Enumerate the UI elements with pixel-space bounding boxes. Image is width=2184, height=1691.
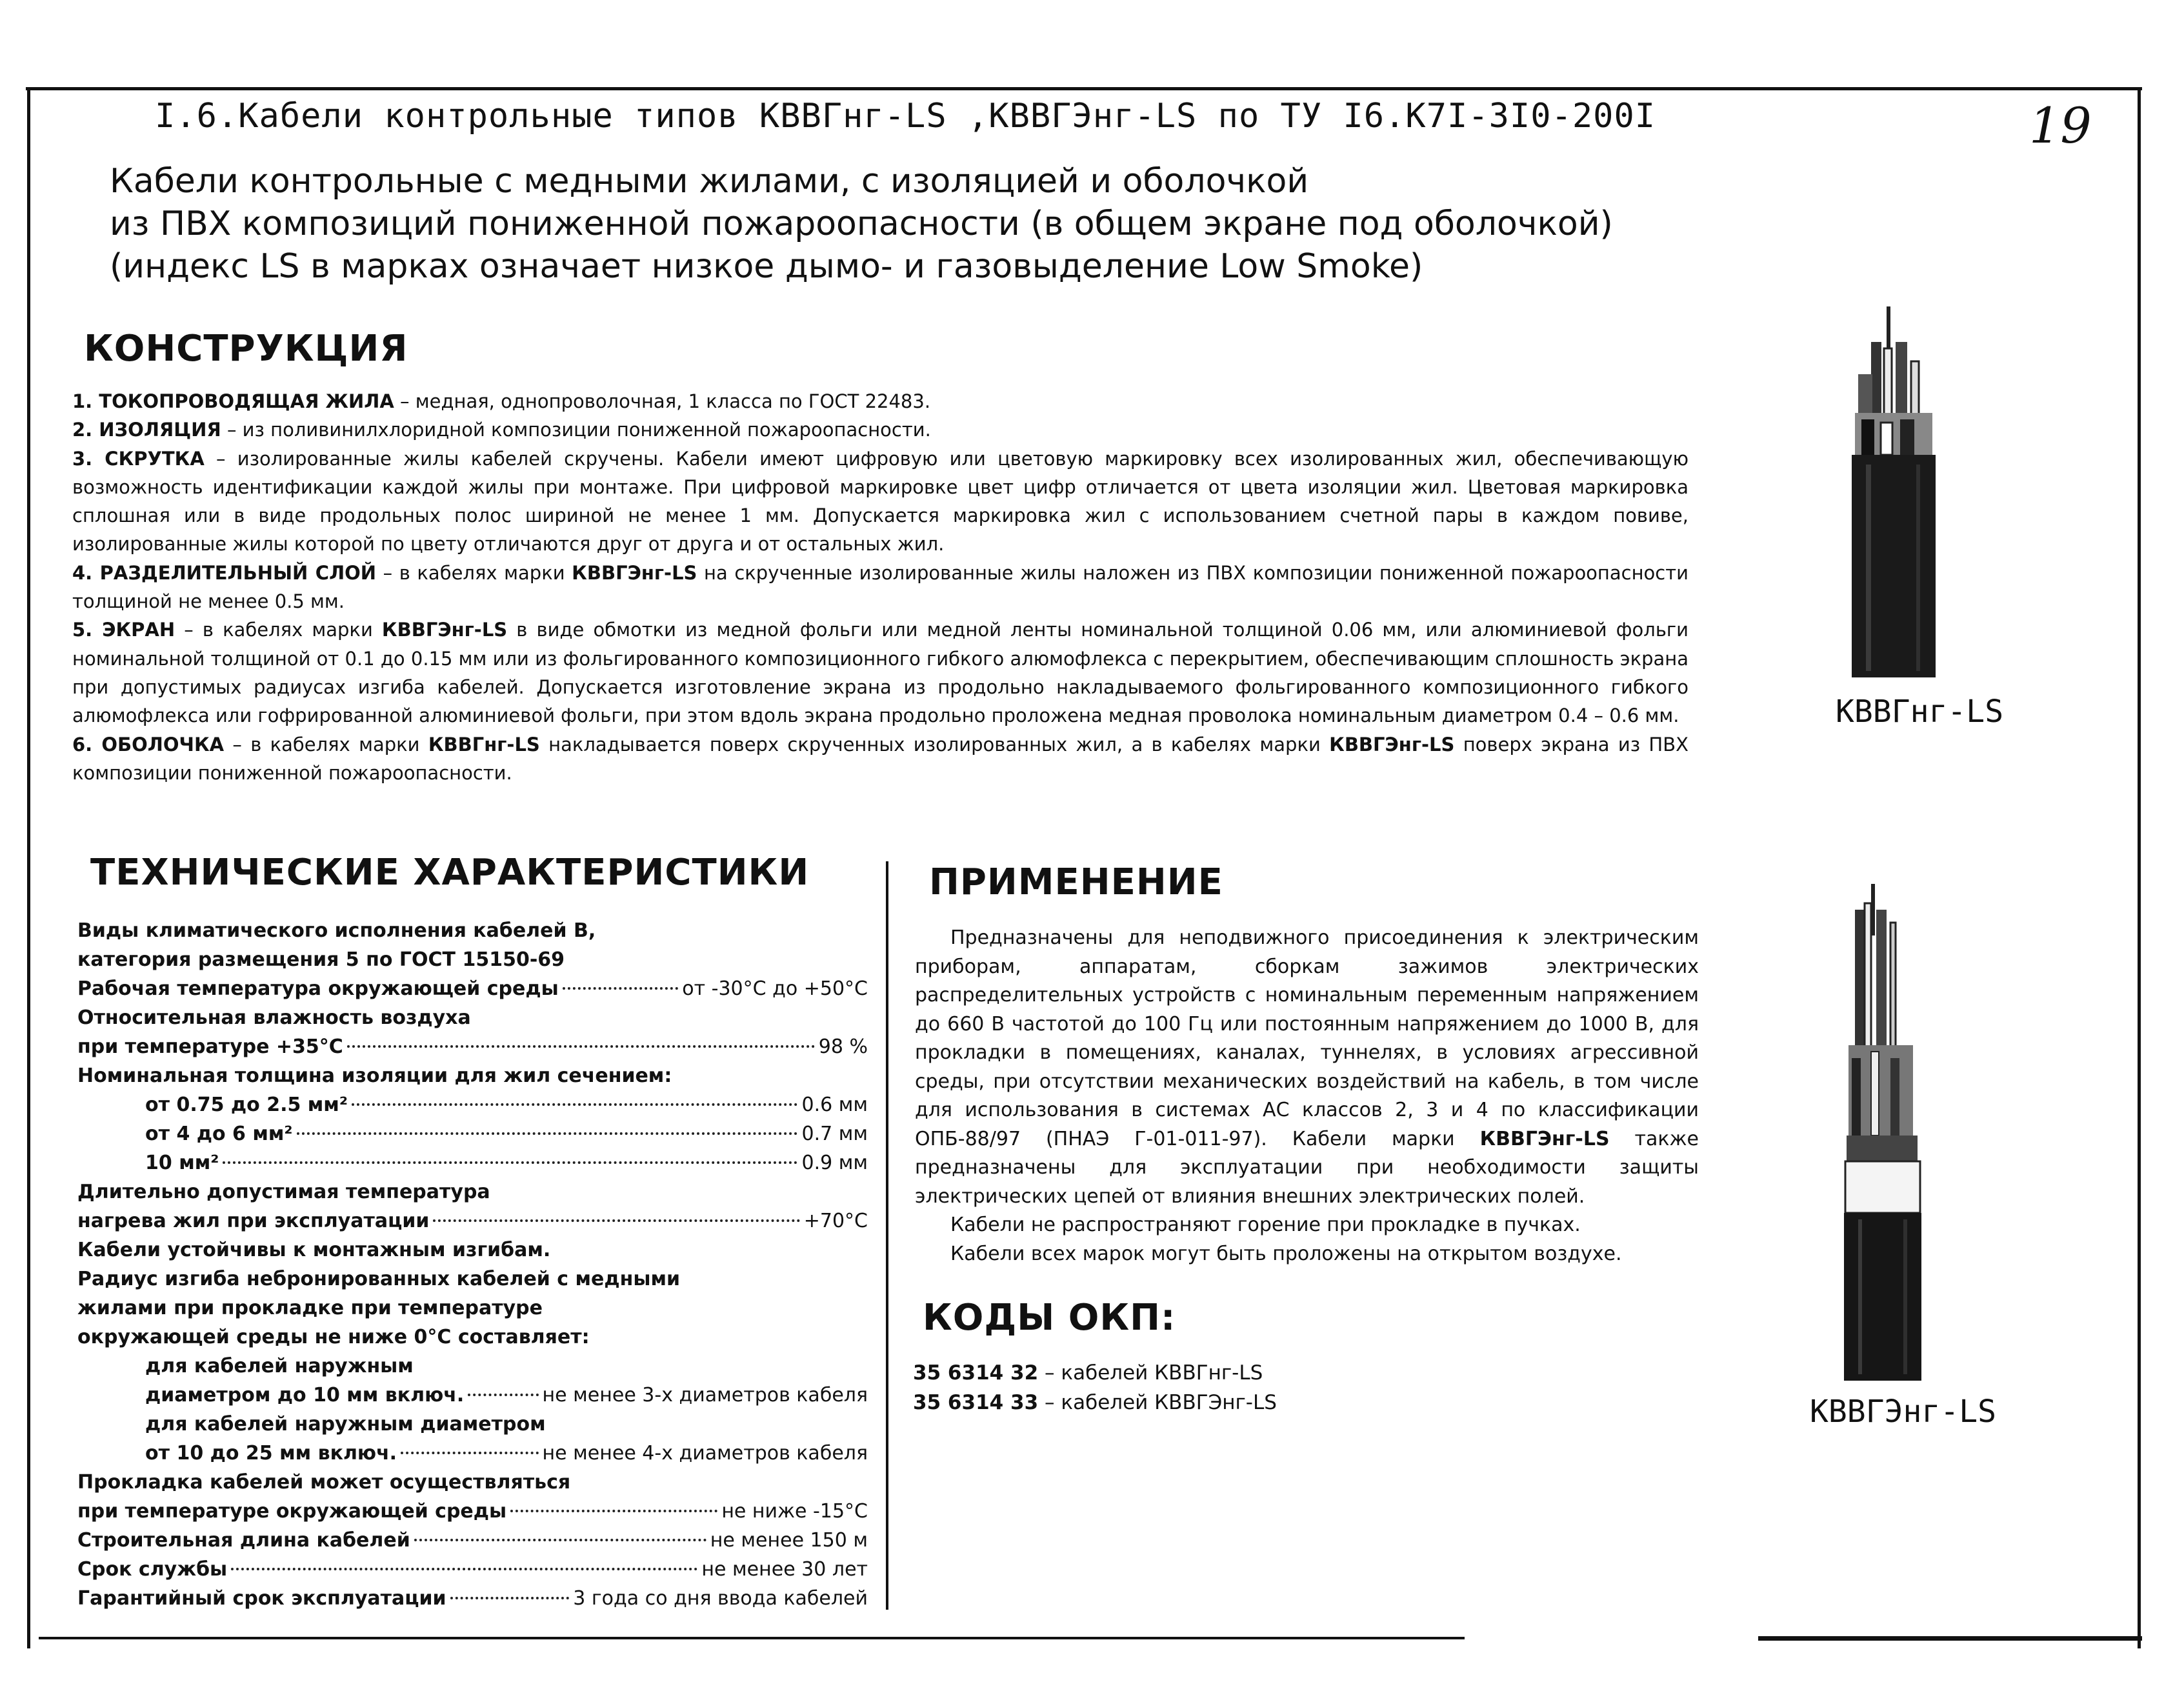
tech-laying-row: при температуре окружающей среды не ниже -15°С — [77, 1500, 868, 1523]
column-divider — [886, 861, 888, 1610]
construction-item-1: 1. ТОКОПРОВОДЯЩАЯ ЖИЛА – медная, однопроволочная, 1 класса по ГОСТ 22483. — [72, 390, 931, 412]
tech-radius-2: жилами при прокладке при температуре — [77, 1297, 543, 1319]
tech-radius-row-2: от 10 до 25 мм включ. не менее 4-х диаметров кабеля — [145, 1442, 868, 1465]
okp-title: КОДЫ ОКП: — [923, 1297, 1176, 1339]
application-paragraph-3: Кабели всех марок могут быть проложены на открытом воздухе. — [950, 1242, 1622, 1265]
frame-top-line — [26, 87, 2142, 90]
tech-thickness-row-3: 10 мм² 0.9 мм — [145, 1152, 868, 1174]
tech-radius-4: для кабелей наружным — [145, 1355, 414, 1377]
tech-length-row: Строительная длина кабелей не менее 150 м — [77, 1529, 868, 1552]
okp-code-1: 35 6314 32 – кабелей КВВГнг-LS — [913, 1361, 1263, 1385]
tech-radius-3: окружающей среды не ниже 0°С составляет: — [77, 1326, 590, 1348]
tech-thickness-row-1: от 0.75 до 2.5 мм² 0.6 мм — [145, 1094, 868, 1116]
cable-kvvgng-ls-caption: КВВГнг-LS — [1836, 694, 2004, 730]
tech-heat-row: нагрева жил при эксплуатации +70°С — [77, 1210, 868, 1232]
page-heading: I.6.Кабели контрольные типов КВВГнг-LS ,КВВГЭнг-LS по ТУ I6.К7I-3I0-200I — [155, 97, 1656, 135]
frame-left-line — [27, 87, 30, 1648]
construction-item-3: 3. СКРУТКА – изолированные жилы кабелей скручены. Кабели имеют цифровую или цветовую маркировку всех изолированных жил, обеспечивающую возможность идентификации каждой жилы при монтаже. При цифровой маркировке цвет цифр отличается от цвета изоляции жил. Цветовая маркировка сплошная или в виде продольных полос шириной не менее 1 мм. Допускается маркировка жил с использованием счетной пары в каждом повиве, изолированные жилы которой по цвету отличаются друг от друга и от остальных жил. — [72, 447, 1688, 555]
intro-line-1: Кабели контрольные с медными жилами, с изоляцией и оболочкой — [110, 162, 1309, 201]
application-title: ПРИМЕНЕНИЕ — [929, 861, 1223, 903]
frame-right-line — [2138, 87, 2141, 1648]
construction-item-6: 6. ОБОЛОЧКА – в кабелях марки КВВГнг-LS накладывается поверх скрученных изолированных жил, а в кабелях марки КВВГЭнг-LS поверх экрана из ПВХ композиции пониженной пожароопасности. — [72, 733, 1689, 784]
construction-item-2: 2. ИЗОЛЯЦИЯ – из поливинилхлоридной композиции пониженной пожароопасности. — [72, 419, 931, 441]
tech-bend-resist: Кабели устойчивы к монтажным изгибам. — [77, 1239, 551, 1261]
tech-radius-row-1: диаметром до 10 мм включ. не менее 3-х диаметров кабеля — [145, 1384, 868, 1406]
cable-kvvgng-ls-image — [1794, 303, 2007, 697]
intro-line-3: (индекс LS в марках означает низкое дымо- и газовыделение Low Smoke) — [110, 247, 1423, 286]
cable-kvvgeng-ls-image — [1800, 884, 1968, 1387]
page-number: 19 — [2029, 97, 2092, 154]
tech-thickness-title: Номинальная толщина изоляции для жил сечением: — [77, 1065, 672, 1087]
application-text — [915, 924, 1699, 1268]
tech-title: ТЕХНИЧЕСКИЕ ХАРАКТЕРИСТИКИ — [90, 852, 810, 894]
tech-humidity-1: Относительная влажность воздуха — [77, 1006, 471, 1029]
application-paragraph-2: Кабели не распространяют горение при прокладке в пучках. — [950, 1214, 1581, 1236]
tech-list — [77, 916, 868, 1613]
application-paragraph-1: Предназначены для неподвижного присоединения к электрическим приборам, аппаратам, сборкам зажимов электрических распределительных устройств с номинальным переменным напряжением до 660 В частотой до 100 Гц или постоянным напряжением до 1000 В, для прокладки в помещениях, каналах, туннелях, в условиях агрессивной среды, при отсутствии механических воздействий на кабель, в том числе для использования в системах АС классов 2, 3 и 4 по классификации ОПБ-88/97 (ПНАЭ Г-01-011-97). Кабели марки КВВГЭнг-LS также предназначены для эксплуатации при необходимости защиты электрических цепей от влияния внешних электрических полей. — [915, 926, 1699, 1208]
tech-climate-1: Виды климатического исполнения кабелей В, — [77, 919, 596, 942]
tech-radius-1: Радиус изгиба небронированных кабелей с медными — [77, 1268, 680, 1290]
construction-list — [72, 387, 1688, 787]
tech-warranty-row: Гарантийный срок эксплуатации 3 года со дня ввода кабелей — [77, 1587, 868, 1610]
tech-service-row: Срок службы не менее 30 лет — [77, 1558, 868, 1581]
okp-code-2: 35 6314 33 – кабелей КВВГЭнг-LS — [913, 1391, 1277, 1414]
tech-humidity-row: при температуре +35°С 98 % — [77, 1036, 868, 1058]
okp-codes — [913, 1358, 1277, 1417]
intro-text — [110, 160, 1613, 288]
tech-heat-1: Длительно допустимая температура — [77, 1181, 490, 1203]
construction-title: КОНСТРУКЦИЯ — [84, 328, 408, 370]
tech-laying-1: Прокладка кабелей может осуществляться — [77, 1471, 571, 1494]
tech-radius-6: для кабелей наружным диаметром — [145, 1413, 546, 1436]
frame-bottom-line-left — [39, 1637, 1465, 1639]
tech-temp-row: Рабочая температура окружающей среды от -30°С до +50°С — [77, 977, 868, 1000]
tech-thickness-row-2: от 4 до 6 мм² 0.7 мм — [145, 1123, 868, 1145]
cable-kvvgeng-ls-caption: КВВГЭнг-LS — [1810, 1394, 1996, 1430]
construction-item-5: 5. ЭКРАН – в кабелях марки КВВГЭнг-LS в виде обмотки из медной фольги или медной ленты номинальной толщиной 0.06 мм, или алюминиевой фольги номинальной толщиной от 0.1 до 0.15 мм или из фольгированного композиционного гибкого алюмофлекса с перекрытием, обеспечивающим сплошность экрана при допустимых радиусах изгиба кабелей. Допускается изготовление экрана из продольно накладываемого фольгированного композиционного гибкого алюмофлекса или гофрированной алюминиевой фольги, при этом вдоль экрана продольно проложена медная проволока номинальным диаметром 0.4 – 0.6 мм. — [72, 619, 1689, 727]
construction-item-4: 4. РАЗДЕЛИТЕЛЬНЫЙ СЛОЙ – в кабелях марки КВВГЭнг-LS на скрученные изолированные жилы наложен из ПВХ композиции пониженной пожароопасности толщиной не менее 0.5 мм. — [72, 561, 1688, 613]
intro-line-2: из ПВХ композиций пониженной пожароопасности (в общем экране под оболочкой) — [110, 205, 1613, 243]
tech-climate-2: категория размещения 5 по ГОСТ 15150-69 — [77, 948, 565, 971]
frame-bottom-line-right — [1758, 1636, 2142, 1641]
